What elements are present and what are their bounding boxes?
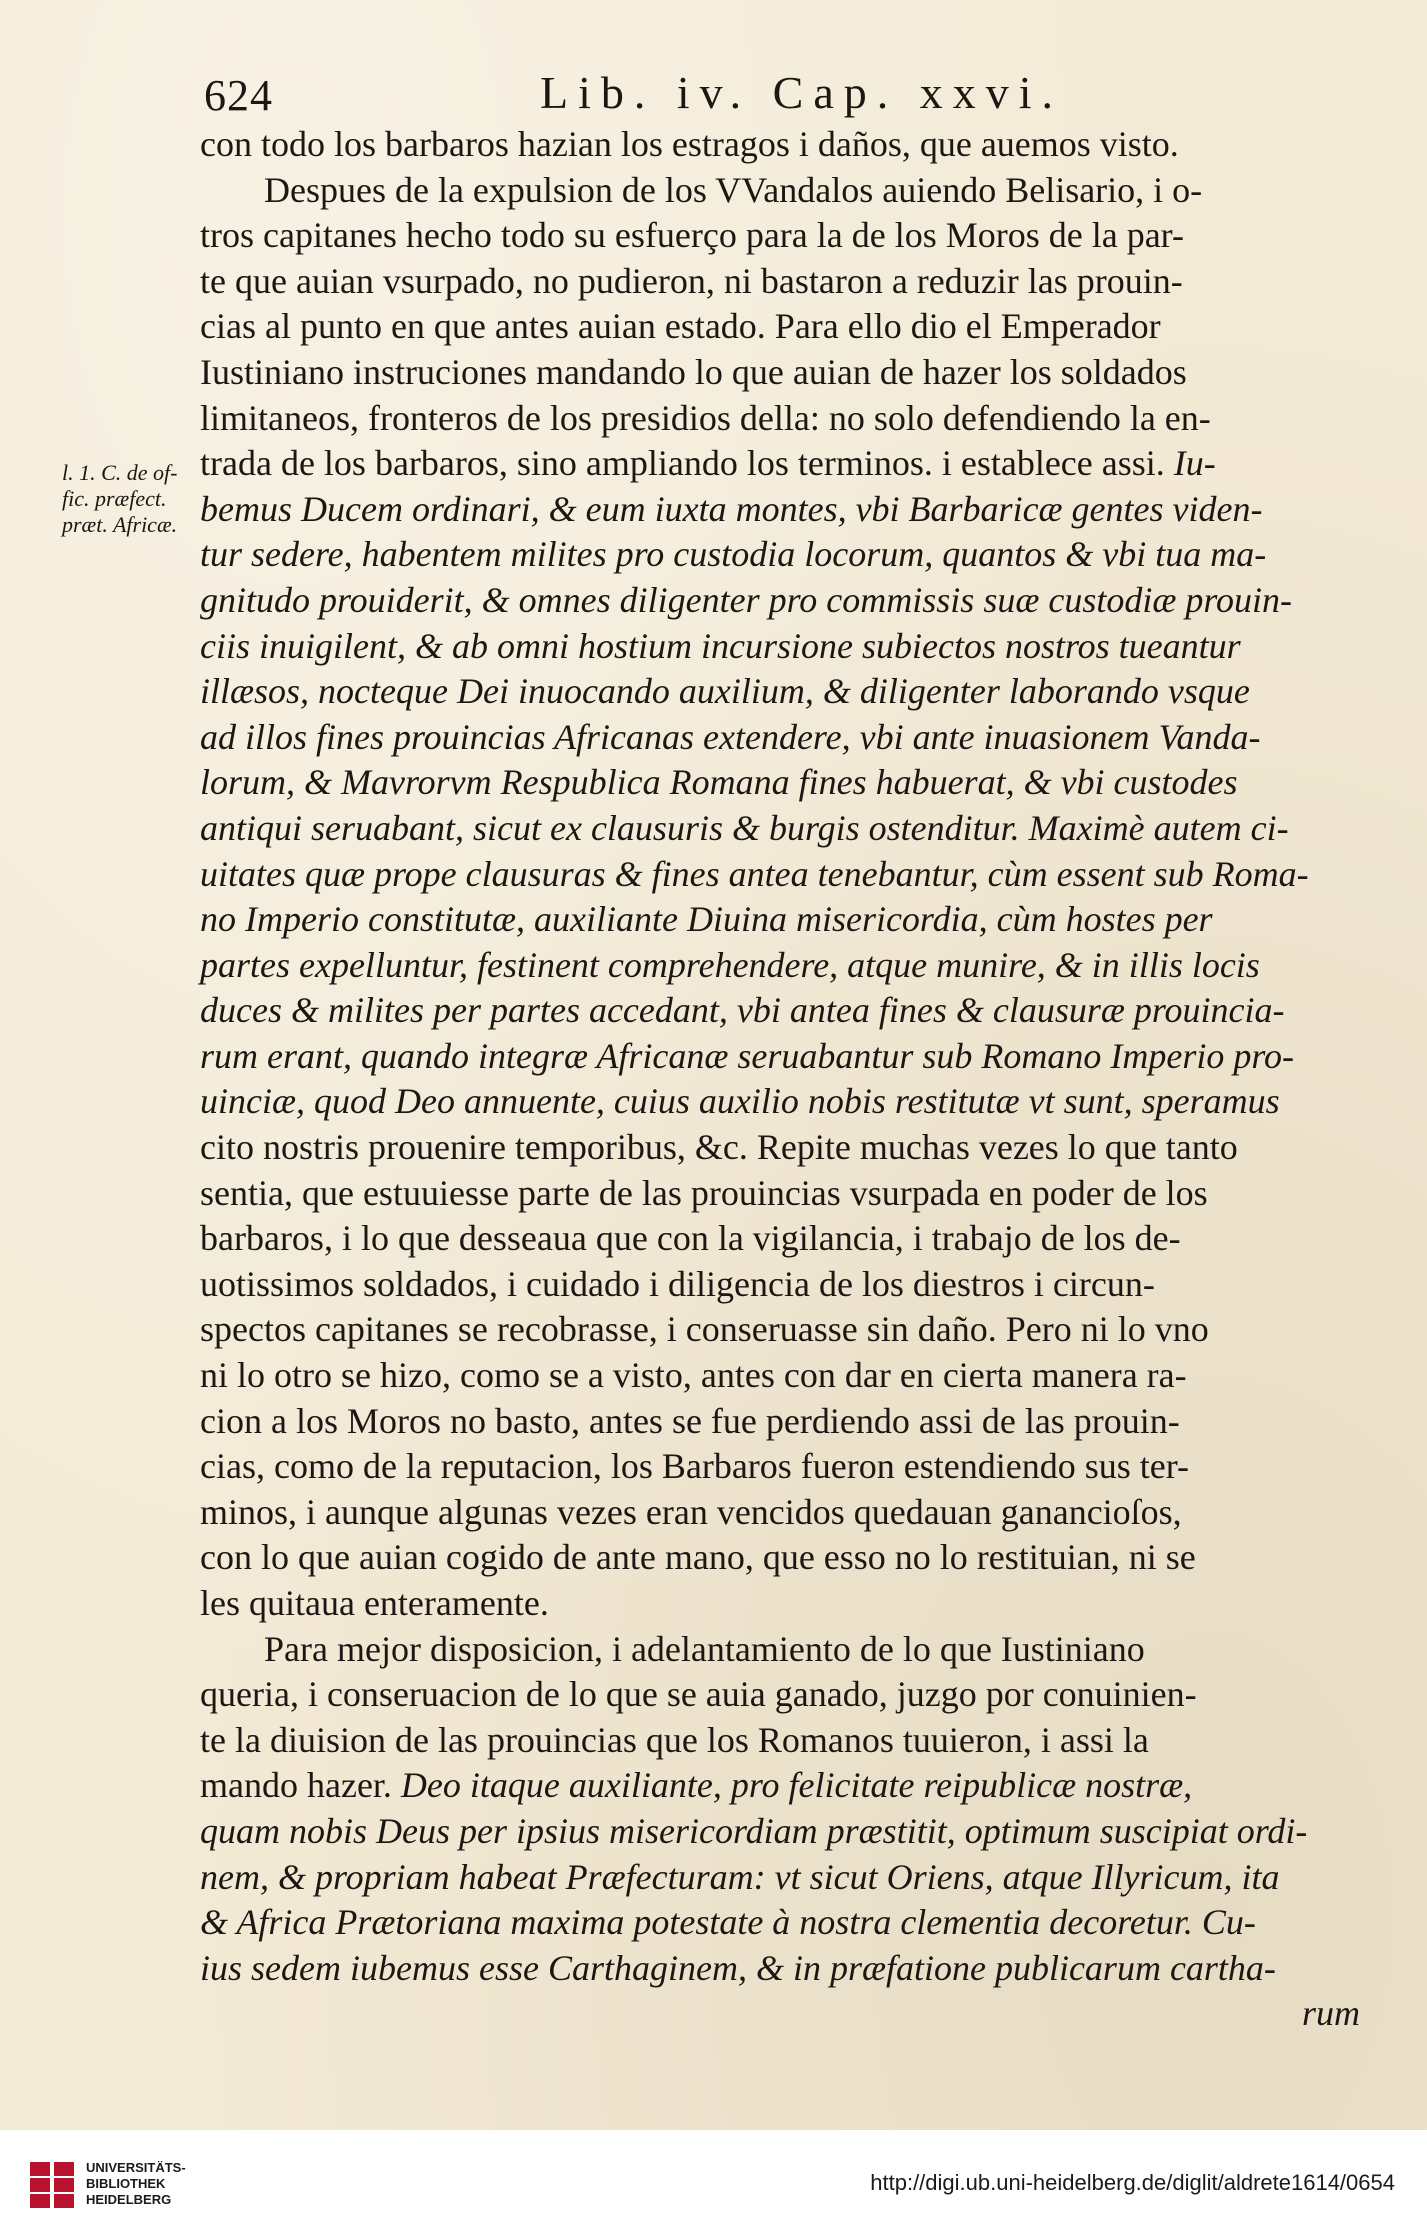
page-number: 624 [204,71,273,120]
latin-text-line: uitates quæ prope clausuras & fines antea tenebantur, cùm essent sub Roma- [200,853,1309,894]
text-line: te la diuision de las prouincias que los Romanos tuuieron, i assi la [200,1719,1149,1760]
text-span: mando hazer. [200,1765,392,1806]
latin-text-line: lorum, & Mavrorvm Respublica Romana fines habuerat, & vbi custodes [200,762,1238,803]
text-line: ni lo otro se hizo, como se a visto, antes con dar en cierta manera ra- [200,1355,1187,1396]
latin-text-line: ius sedem iubemus esse Carthaginem, & in præfatione publicarum cartha- [200,1947,1276,1988]
library-name-line: HEIDELBERG [86,2192,172,2207]
latin-text-line: quam nobis Deus per ipsius misericordiam præstitit, optimum suscipiat ordi- [200,1810,1308,1851]
text-line: te que auian vsurpado, no pudieron, ni bastaron a reduzir las prouin- [200,260,1183,301]
source-url[interactable]: http://digi.ub.uni-heidelberg.de/diglit/aldrete1614/0654 [870,2170,1395,2195]
viewer-footer [0,2130,1427,2234]
text-line: con lo que auian cogido de ante mano, que esso no lo restituian, ni se [200,1537,1196,1578]
text-line: limitaneos, fronteros de los presidios della: no solo defendiendo la en- [200,397,1211,438]
latin-text-line: partes expelluntur, festinent comprehendere, atque munire, & in illis locis [200,944,1260,985]
running-head [0,60,1427,120]
marginal-note-line: præt. Africæ. [62,512,178,537]
text-line: les quitaua enteramente. [200,1583,549,1623]
latin-text-line: ciis inuigilent, & ab omni hostium incursione subiectos nostros tueantur [200,625,1241,666]
text-line: Iustiniano instruciones mandando lo que auian de hazer los soldados [200,351,1187,392]
body-text [200,122,1360,2037]
latin-quote-start: Iu- [1173,443,1216,484]
latin-text-line: gnitudo prouiderit, & omnes diligenter pro commissis suæ custodiæ prouin- [200,579,1293,620]
paragraph-start-line: Despues de la expulsion de los VVandalos auiendo Belisario, i o- [264,169,1203,210]
paragraph-start-line: Para mejor disposicion, i adelantamiento de lo que Iustiniano [264,1628,1145,1669]
library-name [86,2160,186,2208]
library-name-line: UNIVERSITÄTS- [86,2160,186,2175]
text-line: con todo los barbaros hazian los estragos i daños, que auemos visto. [200,124,1179,164]
marginal-note-line: l. 1. C. de of- [62,460,178,485]
text-line: cito nostris prouenire temporibus, &c. Repite muchas vezes lo que tanto [200,1127,1238,1168]
text-line: tros capitanes hecho todo su esfuerço para la de los Moros de la par- [200,215,1184,256]
text-span: trada de los barbaros, sino ampliando los terminos. i establece assi. [200,443,1165,484]
text-line: minos, i aunque algunas vezes eran vencidos quedauan ganancioſos, [200,1491,1182,1532]
latin-quote-start: Deo itaque auxiliante, pro felicitate reipublicæ nostræ, [400,1765,1193,1806]
text-line: barbaros, i lo que desseaua que con la vigilancia, i trabajo de los de- [200,1218,1181,1259]
text-line [200,1763,1360,1809]
text-line [200,441,1360,487]
text-line: sentia, que estuuiesse parte de las prouincias vsurpada en poder de los [200,1172,1208,1213]
text-line: cion a los Moros no basto, antes se fue perdiendo assi de las prouin- [200,1400,1180,1441]
text-line: spectos capitanes se recobrasse, i conseruasse sin daño. Pero ni lo vno [200,1309,1209,1350]
latin-text-line: tur sedere, habentem milites pro custodia locorum, quantos & vbi tua ma- [200,534,1267,575]
university-library-logo-icon [30,2162,74,2208]
latin-text-line: ad illos fines prouincias Africanas extendere, vbi ante inuasionem Vanda- [200,716,1261,757]
text-line: queria, i conseruacion de lo que se auia ganado, juzgo por conuinien- [200,1674,1197,1715]
catchword: rum [1301,1993,1360,2034]
marginal-note-line: fic. præfect. [62,486,167,511]
latin-text-line: no Imperio constitutæ, auxiliante Diuina misericordia, cùm hostes per [200,899,1213,940]
latin-text-line: illæsos, nocteque Dei inuocando auxilium, & diligenter laborando vsque [200,671,1250,712]
library-name-line: BIBLIOTHEK [86,2176,166,2191]
latin-text-line: bemus Ducem ordinari, & eum iuxta montes, vbi Barbaricæ gentes viden- [200,488,1263,529]
marginal-note [62,460,212,538]
latin-text-line: duces & milites per partes accedant, vbi antea fines & clausuræ prouincia- [200,990,1285,1031]
latin-text-line: nem, & propriam habeat Præfecturam: vt sicut Oriens, atque Illyricum, ita [200,1856,1280,1897]
latin-text-line: & Africa Prætoriana maxima potestate à nostra clementia decoretur. Cu- [200,1902,1256,1943]
chapter-heading: Lib. iv. Cap. xxvi. [540,67,1064,118]
text-line: cias al punto en que antes auian estado. Para ello dio el Emperador [200,306,1161,347]
latin-text-line: rum erant, quando integræ Africanæ seruabantur sub Romano Imperio pro- [200,1035,1294,1076]
latin-text-line: uinciæ, quod Deo annuente, cuius auxilio nobis restitutæ vt sunt, speramus [200,1081,1280,1122]
text-line: uotissimos soldados, i cuidado i diligencia de los diestros i circun- [200,1263,1155,1304]
text-line: cias, como de la reputacion, los Barbaros fueron estendiendo sus ter- [200,1446,1189,1487]
latin-text-line: antiqui seruabant, sicut ex clausuris & burgis ostenditur. Maximè autem ci- [200,807,1289,848]
